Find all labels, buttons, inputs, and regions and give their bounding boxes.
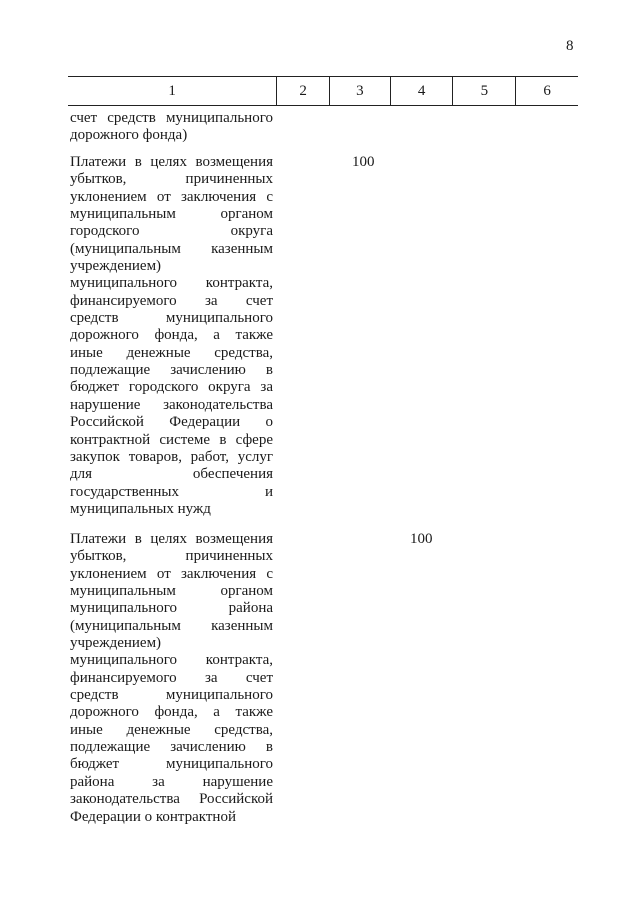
text-line: средств муниципального: [70, 310, 273, 327]
text-line: Платежи в целях возмещения: [70, 154, 273, 170]
text-line: для обеспечения: [70, 466, 273, 483]
text-line: дорожного фонда): [70, 127, 188, 144]
column-header-3: 3: [329, 77, 390, 105]
text-line: муниципального района: [70, 600, 273, 617]
text-line: закупок товаров, работ, услуг: [70, 448, 273, 465]
text-line: уклонением от заключения с: [70, 188, 273, 205]
text-line: муниципального контракта,: [70, 652, 273, 669]
text-line: бюджет городского округа за: [70, 379, 273, 396]
row-description-continued: [70, 110, 273, 145]
row-value-municipal-district: 100: [410, 531, 433, 547]
text-line: Федерации о контрактной: [70, 808, 236, 825]
row-value-city-district: 100: [352, 154, 375, 170]
text-line: муниципальных нужд: [70, 500, 211, 517]
text-line: иные денежные средства,: [70, 344, 273, 361]
column-header-2: 2: [276, 77, 329, 105]
text-line: (муниципальным казенным: [70, 617, 273, 634]
text-line: подлежащие зачислению в: [70, 362, 273, 379]
text-line: Российской Федерации о: [70, 414, 273, 431]
text-line: бюджет муниципального: [70, 756, 273, 773]
column-header-6: 6: [515, 77, 578, 105]
text-line: учреждением): [70, 635, 162, 652]
text-line: дорожного фонда, а также: [70, 327, 273, 344]
text-line: средств муниципального: [70, 687, 273, 704]
column-header-1: 1: [168, 83, 176, 99]
text-line: подлежащие зачислению в: [70, 739, 273, 756]
page-number: 8: [566, 38, 574, 54]
text-line: счет средств муниципального: [70, 110, 273, 126]
text-line: государственных и: [70, 483, 273, 500]
text-line: контрактной системе в сфере: [70, 431, 273, 448]
table-header-row: [68, 76, 578, 106]
text-line: финансируемого за счет: [70, 292, 273, 309]
text-line: финансируемого за счет: [70, 669, 273, 686]
column-header-5: 5: [452, 77, 515, 105]
row-description-municipal-district: [70, 531, 273, 826]
text-line: дорожного фонда, а также: [70, 704, 273, 721]
text-line: городского округа: [70, 223, 273, 240]
text-line: муниципального контракта,: [70, 275, 273, 292]
text-line: убытков, причиненных: [70, 171, 273, 188]
column-header-4: 4: [390, 77, 453, 105]
text-line: уклонением от заключения с: [70, 565, 273, 582]
text-line: убытков, причиненных: [70, 548, 273, 565]
text-line: района за нарушение: [70, 773, 273, 790]
text-line: учреждением): [70, 258, 162, 275]
text-line: законодательства Российской: [70, 791, 273, 808]
text-line: муниципальным органом: [70, 583, 273, 600]
text-line: муниципальным органом: [70, 206, 273, 223]
text-line: иные денежные средства,: [70, 721, 273, 738]
text-line: (муниципальным казенным: [70, 240, 273, 257]
text-line: Платежи в целях возмещения: [70, 531, 273, 547]
row-description-city-district: [70, 154, 273, 518]
text-line: нарушение законодательства: [70, 396, 273, 413]
